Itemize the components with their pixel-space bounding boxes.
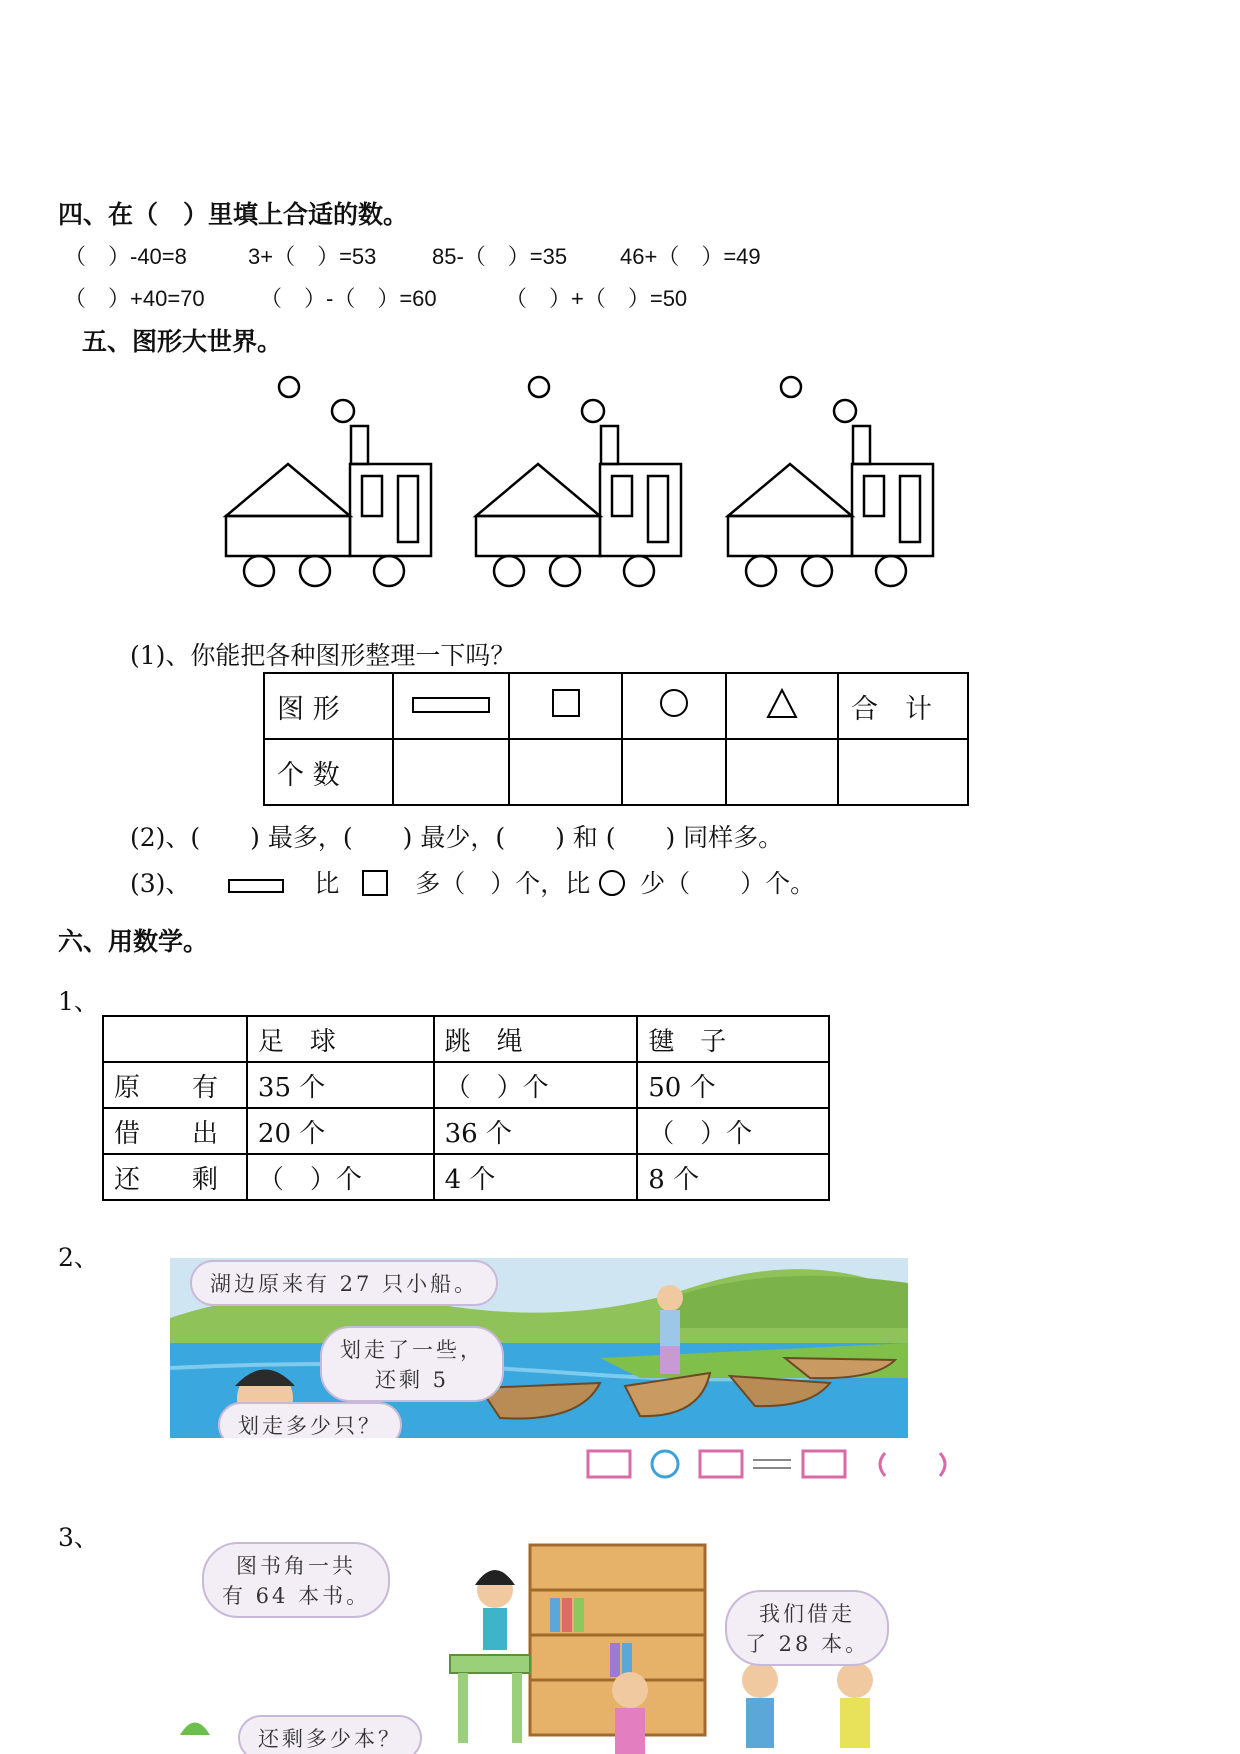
- section5-title: 五、图形大世界。: [82, 327, 283, 356]
- column-header: 毽 子: [637, 1016, 829, 1062]
- speech-bubble-middle-line2: 还剩 5: [374, 1368, 450, 1392]
- train-3: [728, 377, 933, 586]
- row-label: 原 有: [103, 1062, 247, 1108]
- problem-2-label: 2、: [58, 1243, 99, 1272]
- square-icon: [361, 869, 389, 903]
- speech-bubble-middle: [320, 1326, 504, 1402]
- train-1: [226, 377, 431, 586]
- count-row-label: 个 数: [264, 739, 393, 805]
- speech-bubble-right: [725, 1590, 889, 1666]
- square-icon: [509, 673, 622, 739]
- problem-3-label: 3、: [58, 1523, 99, 1552]
- count-cell-total[interactable]: [838, 739, 968, 805]
- table-row: [103, 1108, 829, 1154]
- question-3-compare-2: 多（ ）个，比: [415, 869, 591, 898]
- speech-bubble-bottom: 还剩多少本？: [238, 1715, 422, 1754]
- speech-bubble-left-line2: 有 64 本书。: [222, 1584, 371, 1608]
- rectangle-icon: [228, 871, 284, 900]
- problem-1-label: 1、: [58, 987, 99, 1016]
- equation-blank[interactable]: 3+（ ）=53: [248, 244, 377, 269]
- section4-title: 四、在（ ）里填上合适的数。: [58, 200, 409, 229]
- section6-title: 六、用数学。: [58, 927, 209, 956]
- table-cell-blank[interactable]: （ ）个: [434, 1062, 638, 1108]
- speech-bubble-left: [202, 1542, 390, 1618]
- column-header: 跳 绳: [434, 1016, 638, 1062]
- speech-bubble-middle-line1: 划走了一些，: [340, 1338, 484, 1362]
- question-2[interactable]: (2)、( ) 最多，( ) 最少，( ) 和 ( ) 同样多。: [130, 823, 784, 852]
- table-cell: 35 个: [247, 1062, 434, 1108]
- count-cell-triangle[interactable]: [726, 739, 838, 805]
- table-row: [103, 1062, 829, 1108]
- question-1: (1)、你能把各种图形整理一下吗？: [130, 641, 516, 670]
- circle-icon: [598, 869, 626, 903]
- equation-boxes: [585, 1448, 955, 1482]
- question-3-compare-3: 少（ ）个。: [640, 869, 816, 898]
- table-cell-blank[interactable]: （ ）个: [247, 1154, 434, 1200]
- row-label: 借 出: [103, 1108, 247, 1154]
- speech-bubble-left-line1: 图书角一共: [236, 1554, 357, 1578]
- lake-illustration: [170, 1258, 908, 1438]
- sports-table: [102, 1015, 830, 1201]
- answer-boxes-row: [585, 1448, 955, 1482]
- shape-header-label: 图 形: [264, 673, 393, 739]
- train-figures: [0, 370, 1240, 610]
- equation-blank[interactable]: 85-（ ）=35: [432, 244, 568, 269]
- speech-bubble-bottom: 划走多少只？: [218, 1402, 402, 1438]
- rectangle-icon: [393, 673, 509, 739]
- equation-blank[interactable]: （ ）-（ ）=60: [260, 286, 437, 311]
- count-cell-square[interactable]: [509, 739, 622, 805]
- column-header: 足 球: [247, 1016, 434, 1062]
- equation-blank[interactable]: （ ）+（ ）=50: [505, 286, 688, 311]
- library-illustration: [150, 1540, 990, 1754]
- table-cell-blank[interactable]: （ ）个: [637, 1108, 829, 1154]
- question-3-compare-1: 比: [314, 869, 340, 898]
- speech-bubble-right-line1: 我们借走: [759, 1602, 856, 1626]
- speech-bubble-right-line2: 了 28 本。: [745, 1632, 870, 1656]
- circle-icon: [622, 673, 726, 739]
- count-cell-circle[interactable]: [622, 739, 726, 805]
- table-cell: 20 个: [247, 1108, 434, 1154]
- question-3-prefix: (3)、: [130, 869, 191, 898]
- train-2: [476, 377, 681, 586]
- equation-blank[interactable]: （ ）+40=70: [64, 286, 205, 311]
- triangle-icon: [726, 673, 838, 739]
- equation-blank[interactable]: 46+（ ）=49: [620, 244, 761, 269]
- table-cell: 4 个: [434, 1154, 638, 1200]
- equation-blank[interactable]: （ ）-40=8: [64, 244, 187, 269]
- table-cell: 8 个: [637, 1154, 829, 1200]
- count-cell-rectangle[interactable]: [393, 739, 509, 805]
- shapes-table: [263, 672, 969, 806]
- question-3[interactable]: [130, 864, 815, 903]
- row-label: 还 剩: [103, 1154, 247, 1200]
- table-cell: 36 个: [434, 1108, 638, 1154]
- table-row: [103, 1154, 829, 1200]
- speech-bubble-top: 湖边原来有 27 只小船。: [190, 1260, 498, 1306]
- table-cell: 50 个: [637, 1062, 829, 1108]
- table-corner: [103, 1016, 247, 1062]
- total-header-label: 合 计: [838, 673, 968, 739]
